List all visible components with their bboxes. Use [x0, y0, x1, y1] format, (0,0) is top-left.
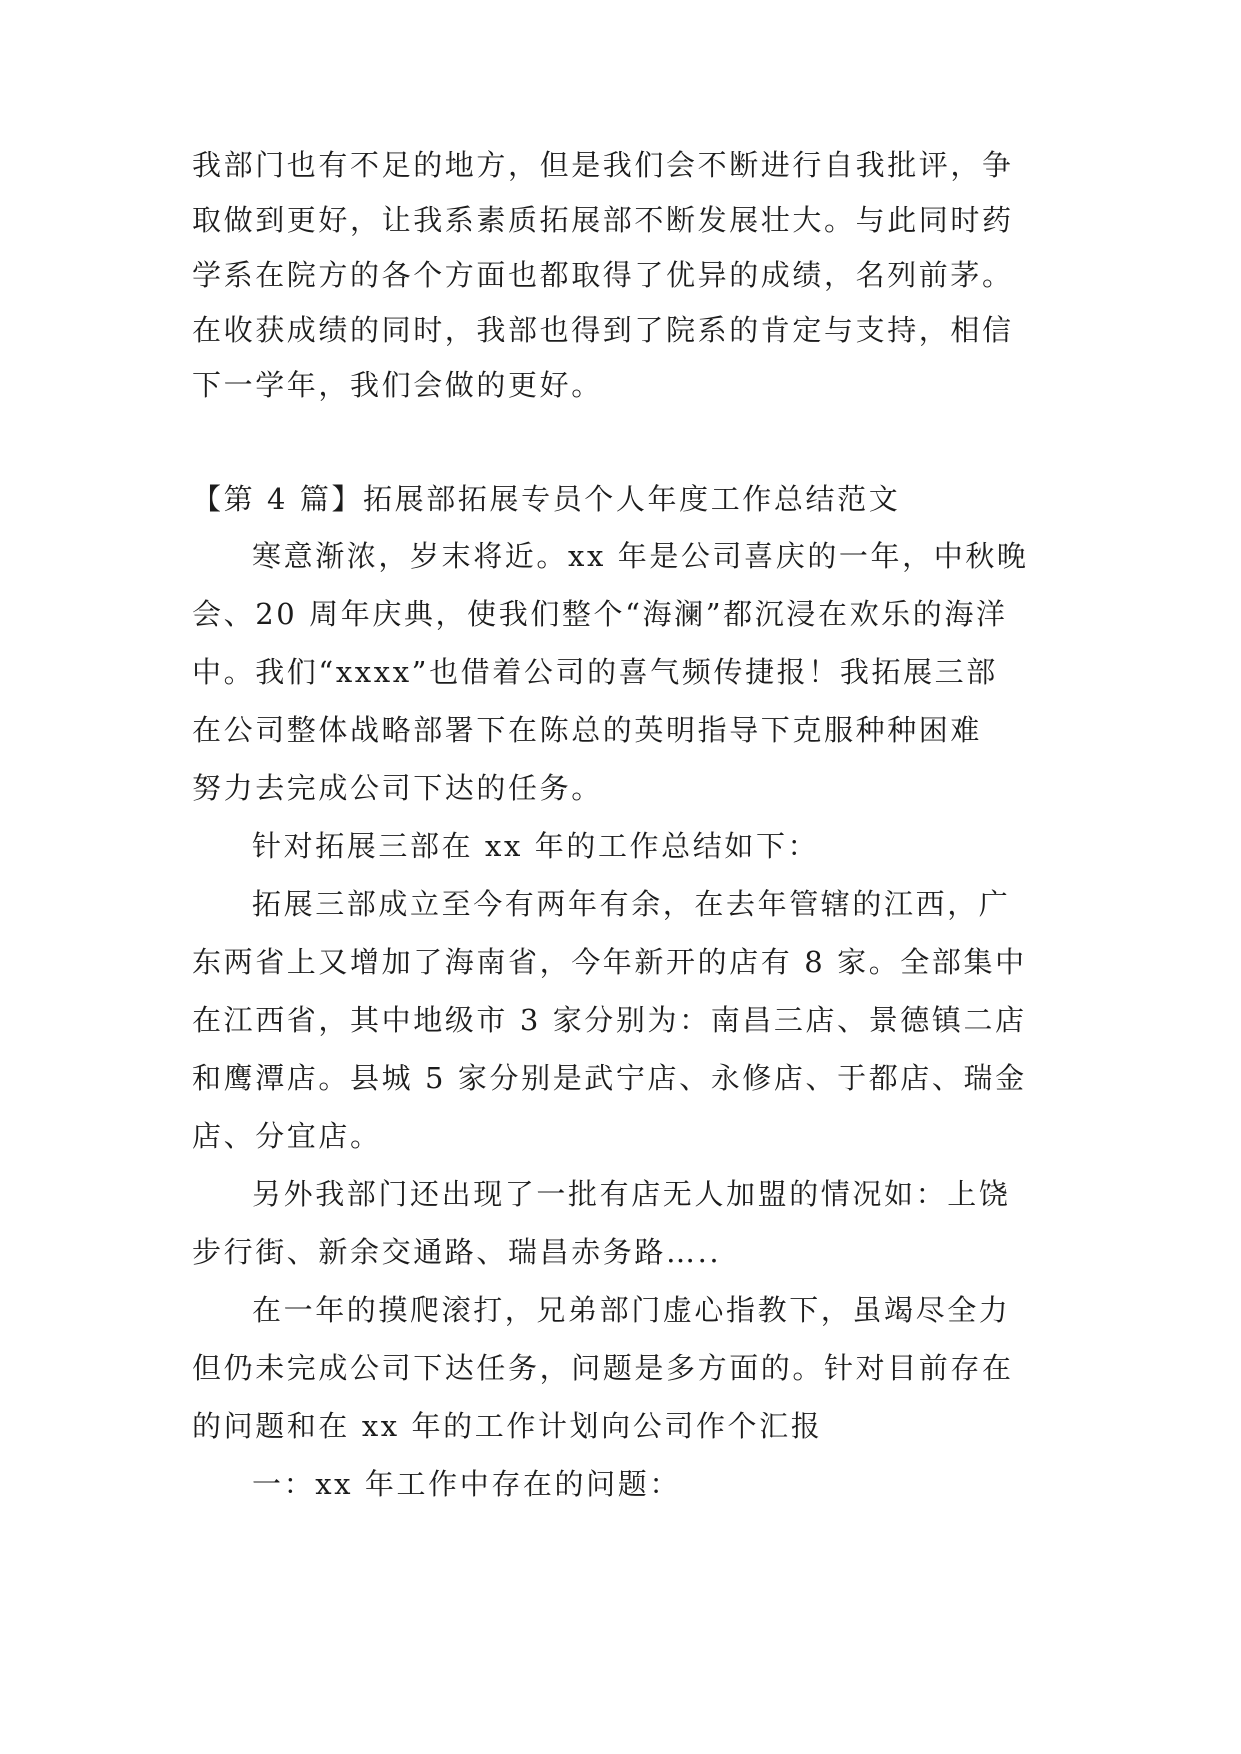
- text-line: 但仍未完成公司下达任务，问题是多方面的。针对目前存在: [192, 1351, 1014, 1385]
- text-line: 在一年的摸爬滚打，兄弟部门虚心指教下，虽竭尽全力: [252, 1293, 1011, 1327]
- text-line: 在江西省，其中地级市 3 家分别为：南昌三店、景德镇二店: [192, 1003, 1027, 1037]
- text-line: 步行街、新余交通路、瑞昌赤务路…..: [192, 1235, 722, 1269]
- section-heading: 【第 4 篇】拓展部拓展专员个人年度工作总结范文: [192, 482, 901, 516]
- text-line: 和鹰潭店。县城 5 家分别是武宁店、永修店、于都店、瑞金: [192, 1061, 1027, 1095]
- text-line: 在收获成绩的同时，我部也得到了院系的肯定与支持，相信: [192, 313, 1014, 347]
- text-line: 会、20 周年庆典，使我们整个“海澜”都沉浸在欢乐的海洋: [192, 597, 1008, 631]
- text-line: 另外我部门还出现了一批有店无人加盟的情况如：上饶: [252, 1177, 1011, 1211]
- text-line: 一：xx 年工作中存在的问题：: [252, 1467, 681, 1501]
- text-line: 寒意渐浓，岁末将近。xx 年是公司喜庆的一年，中秋晚: [252, 539, 1029, 573]
- text-line: 下一学年，我们会做的更好。: [192, 368, 603, 402]
- text-line: 东两省上又增加了海南省，今年新开的店有 8 家。全部集中: [192, 945, 1027, 979]
- text-line: 中。我们“xxxx”也借着公司的喜气频传捷报！我拓展三部: [192, 655, 998, 689]
- text-line: 的问题和在 xx 年的工作计划向公司作个汇报: [192, 1409, 823, 1443]
- text-line: 针对拓展三部在 xx 年的工作总结如下：: [252, 829, 820, 863]
- text-line: 在公司整体战略部署下在陈总的英明指导下克服种种困难: [192, 713, 983, 747]
- text-line: 努力去完成公司下达的任务。: [192, 771, 603, 805]
- text-line: 店、分宜店。: [192, 1119, 382, 1153]
- text-line: 我部门也有不足的地方，但是我们会不断进行自我批评，争: [192, 148, 1014, 182]
- text-line: 拓展三部成立至今有两年有余，在去年管辖的江西，广: [252, 887, 1011, 921]
- text-line: 取做到更好，让我系素质拓展部不断发展壮大。与此同时药: [192, 203, 1014, 237]
- text-line: 学系在院方的各个方面也都取得了优异的成绩，名列前茅。: [192, 258, 1014, 292]
